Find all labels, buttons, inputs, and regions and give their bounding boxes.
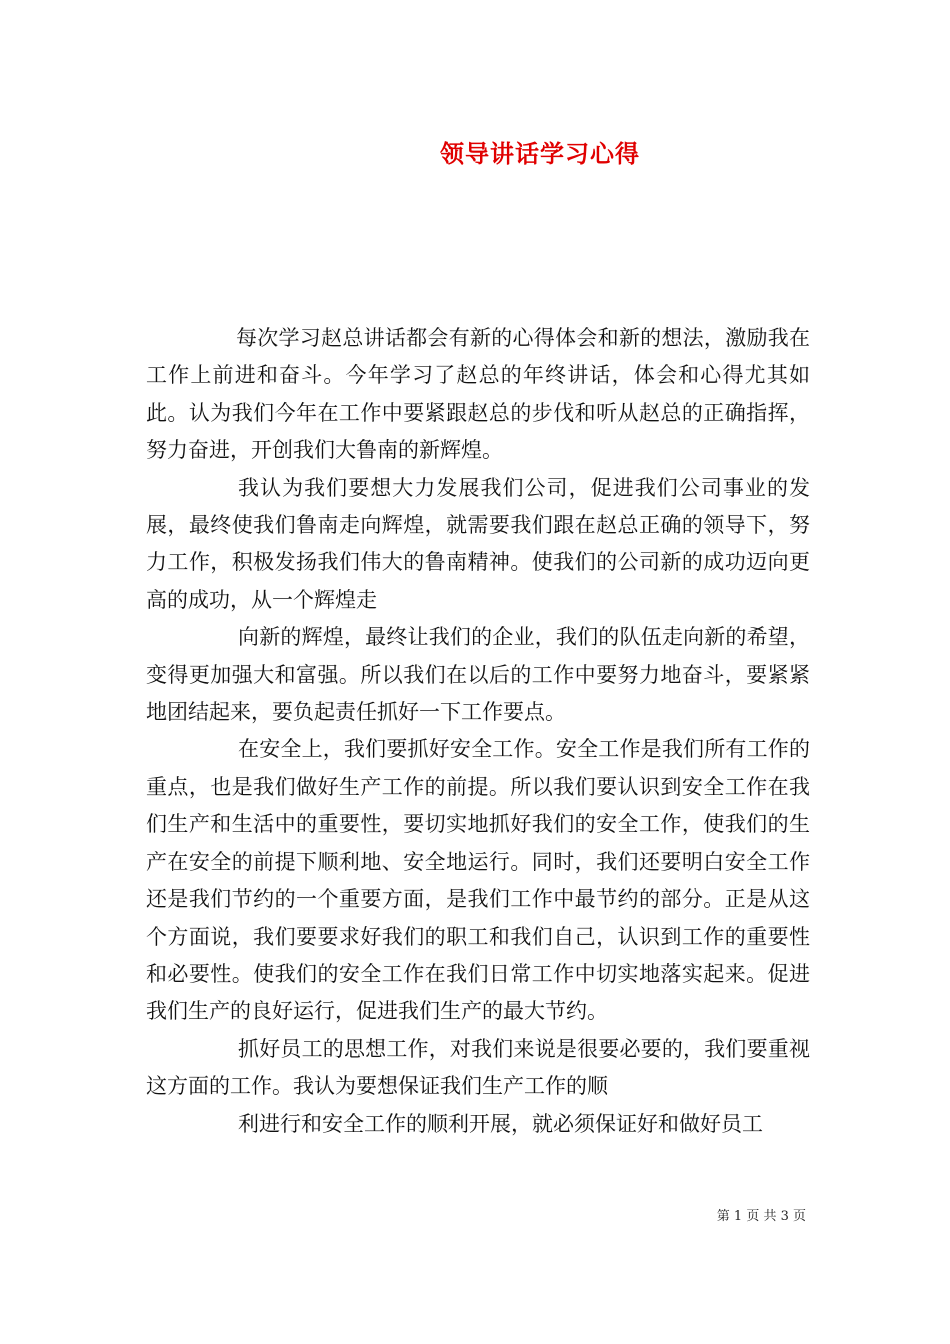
- paragraph: 我认为我们要想大力发展我们公司，促进我们公司事业的发展，最终使我们鲁南走向辉煌，就需要我们跟在赵总正确的领导下，努力工作，积极发扬我们伟大的鲁南精神。使我们的公司新的成功迈向更高的成功，从一个辉煌走: [146, 475, 810, 612]
- paragraph: 每次学习赵总讲话都会有新的心得体会和新的想法，激励我在工作上前进和奋斗。今年学习了赵总的年终讲话，体会和心得尤其如此。认为我们今年在工作中要紧跟赵总的步伐和听从赵总的正确指挥，努力奋进，开创我们大鲁南的新辉煌。: [146, 326, 810, 463]
- paragraph: 利进行和安全工作的顺利开展，就必须保证好和做好员工: [238, 1111, 763, 1136]
- paragraph: 向新的辉煌，最终让我们的企业，我们的队伍走向新的希望，变得更加强大和富强。所以我们在以后的工作中要努力地奋斗，要紧紧地团结起来，要负起责任抓好一下工作要点。: [146, 625, 810, 725]
- paragraph: 抓好员工的思想工作，对我们来说是很要必要的，我们要重视这方面的工作。我认为要想保证我们生产工作的顺: [146, 1036, 810, 1099]
- page-title: 领导讲话学习心得: [440, 139, 640, 168]
- page-number-footer: 第 1 页 共 3 页: [716, 1209, 806, 1224]
- paragraph: 在安全上，我们要抓好安全工作。安全工作是我们所有工作的重点，也是我们做好生产工作的前提。所以我们要认识到安全工作在我们生产和生活中的重要性，要切实地抓好我们的安全工作，使我们的生产在安全的前提下顺利地、安全地运行。同时，我们还要明白安全工作还是我们节约的一个重要方面，是我们工作中最节约的部分。正是从这个方面说，我们要要求好我们的职工和我们自己，认识到工作的重要性和必要性。使我们的安全工作在我们日常工作中切实地落实起来。促进我们生产的良好运行，促进我们生产的最大节约。: [146, 737, 810, 1024]
- document-body: [146, 320, 810, 1143]
